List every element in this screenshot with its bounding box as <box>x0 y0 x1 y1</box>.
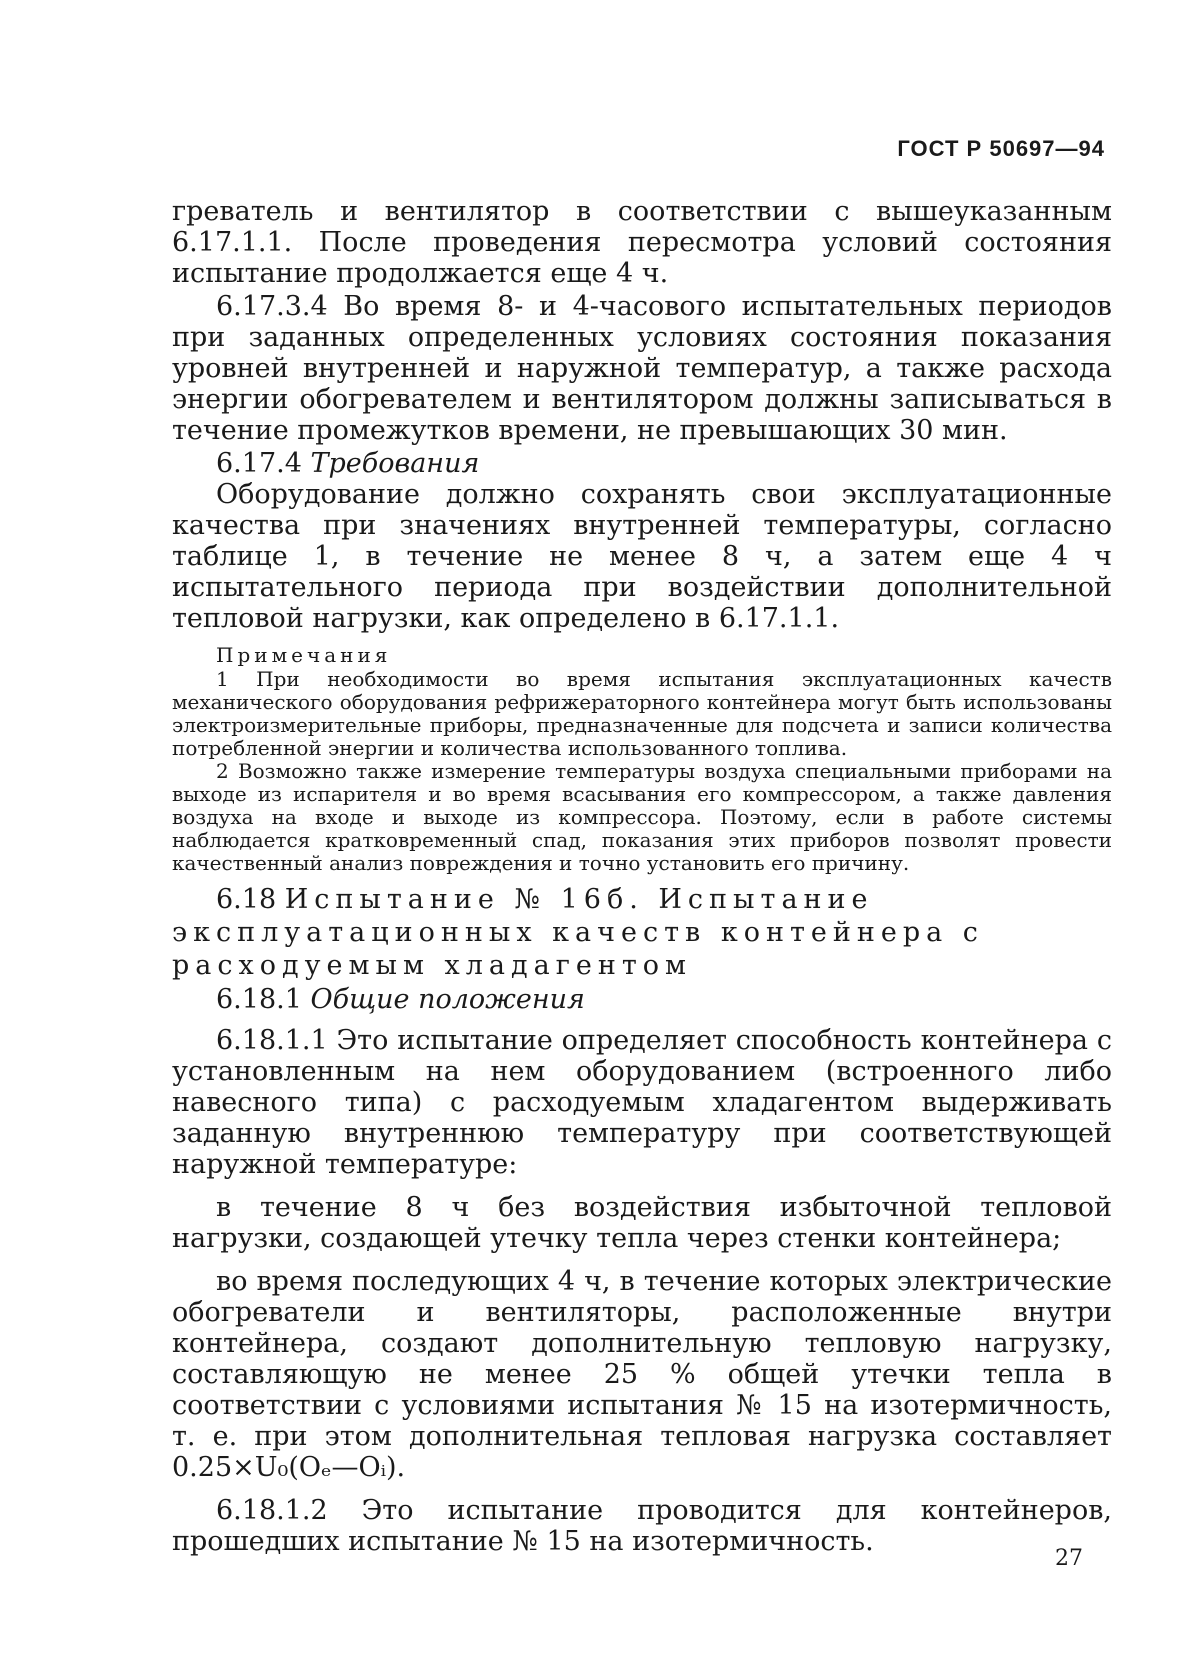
paragraph-6-18-1-1: 6.18.1.1 Это испытание определяет способность контейнера с установленным на нем оборудованием (встроенного либо навесного типа) с расходуемым хладагентом выдерживать заданную внутреннюю температуру при соответствующей наружной температуре: <box>172 1025 1112 1180</box>
heading-6-18-1 <box>172 984 1112 1015</box>
heading-6-18-title: Испытание № 16б. Испытание эксплуатационных качеств контейнера с расходуемым хладагентом <box>172 884 984 981</box>
notes-title: Примечания <box>216 643 392 667</box>
heading-6-17-4-title: Требования <box>310 448 480 479</box>
paragraph-requirements: Оборудование должно сохранять свои эксплуатационные качества при значениях внутренней температуры, согласно таблице 1, в течение не менее 8 ч, а затем еще 4 ч испытательного периода при воздействии дополнительной тепловой нагрузки, как определено в 6.17.1.1. <box>172 479 1112 634</box>
paragraph-continued: греватель и вентилятор в соответствии с вышеуказанным 6.17.1.1. После проведения пересмотра условий состояния испытание продолжается еще 4 ч. <box>172 196 1112 289</box>
list-item-1: в течение 8 ч без воздействия избыточной тепловой нагрузки, создающей утечку тепла через стенки контейнера; <box>172 1192 1112 1254</box>
notes-block <box>172 642 1112 875</box>
note-2: 2 Возможно также измерение температуры воздуха специальными приборами на выходе из испарителя и во время всасывания его компрессором, а также давления воздуха на входе и выходе из компрессора. Поэтому, если в работе системы наблюдается кратковременный спад, показания этих приборов позволят провести качественный анализ повреждения и точно установить его причину. <box>172 759 1112 875</box>
heading-6-18-1-title: Общие положения <box>310 984 585 1015</box>
heading-6-17-4 <box>172 448 1112 479</box>
heading-6-18-1-number: 6.18.1 <box>216 984 302 1015</box>
heading-6-17-4-number: 6.17.4 <box>216 448 302 479</box>
list-item-2: во время последующих 4 ч, в течение которых электрические обогреватели и вентиляторы, расположенные внутри контейнера, создают дополнительную тепловую нагрузку, составляющую не менее 25 % общей утечки тепла в соответствии с условиями испытания № 15 на изотермичность, т. е. при этом дополнительная тепловая нагрузка составляет 0.25×U₀(Oₑ—Oᵢ). <box>172 1266 1112 1483</box>
paragraph-6-18-1-2: 6.18.1.2 Это испытание проводится для контейнеров, прошедших испытание № 15 на изотермичность. <box>172 1495 1112 1557</box>
note-1: 1 При необходимости во время испытания эксплуатационных качеств механического оборудования рефрижераторного контейнера могут быть использованы электроизмерительные приборы, предназначенные для подсчета и записи количества потребленной энергии и количества использованного топлива. <box>172 667 1112 760</box>
document-body <box>172 196 1112 1557</box>
page-number: 27 <box>1055 1546 1083 1571</box>
heading-6-18-number: 6.18 <box>216 884 277 915</box>
paragraph-6-17-3-4: 6.17.3.4 Во время 8- и 4-часового испытательных периодов при заданных определенных условиях состояния показания уровней внутренней и наружной температур, а также расхода энергии обогревателем и вентилятором должны записываться в течение промежутков времени, не превышающих 30 мин. <box>172 291 1112 446</box>
document-code-header: ГОСТ Р 50697—94 <box>897 136 1105 161</box>
heading-6-18 <box>172 883 1112 982</box>
